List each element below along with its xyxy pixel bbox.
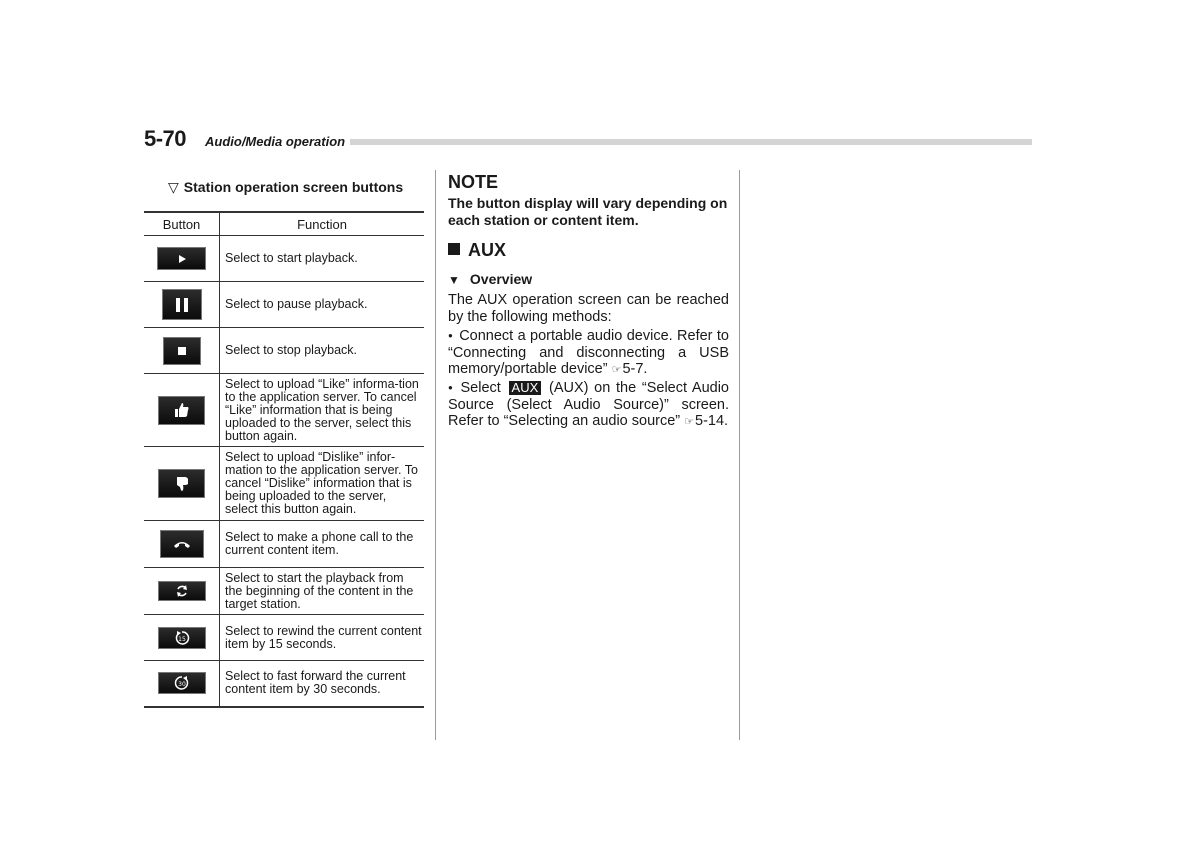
aux-heading-text: AUX (468, 240, 507, 260)
table-heading-text: Station operation screen buttons (183, 179, 404, 195)
bullet-icon: ● (448, 331, 454, 340)
note-heading: NOTE (448, 172, 499, 192)
column-divider (739, 170, 740, 740)
bullet-text: Connect a portable audio device. Refer to “Connecting and disconnecting a USB memory/portable device” (448, 328, 729, 378)
aux-button-chip: AUX (509, 381, 542, 395)
column-header-function: Function (220, 212, 425, 236)
row-function: Select to start the playback from the beginning of the content in the target station. (220, 568, 425, 615)
section-title: Audio/Media operation (205, 134, 346, 149)
table-row (144, 236, 424, 282)
table-row (144, 615, 424, 661)
row-function: Select to upload “Dislike” infor-mation to the application server. To cancel “Dislike” information that is being uploaded to the server, select this button again. (220, 447, 425, 521)
list-item (448, 328, 729, 379)
table-row (144, 374, 424, 447)
phone-icon (160, 530, 204, 558)
square-marker-icon (448, 243, 460, 255)
svg-text:30: 30 (177, 681, 186, 689)
triangle-marker-icon: ▼ (448, 273, 460, 287)
table-row (144, 282, 424, 328)
column-divider (435, 170, 436, 740)
bullet-text-pre: Select (460, 380, 501, 396)
list-item (448, 380, 729, 431)
rewind-15-icon (158, 627, 206, 649)
forward-30-icon (158, 672, 206, 694)
table-row (144, 328, 424, 374)
table-row (144, 661, 424, 707)
row-function: Select to make a phone call to the current content item. (220, 521, 425, 568)
thumbs-up-icon (158, 396, 205, 425)
reference-icon: ☞ (611, 364, 622, 377)
row-function: Select to pause playback. (220, 282, 425, 328)
replay-icon (158, 581, 206, 601)
page-number: 5-70 (144, 126, 187, 151)
reference-icon: ☞ (684, 416, 695, 429)
page-reference: 5-14. (695, 413, 729, 430)
table-row (144, 568, 424, 615)
pause-icon (162, 289, 202, 320)
row-function: Select to fast forward the current content item by 30 seconds. (220, 661, 425, 707)
bullet-text: (AUX) on the “Select Audio Source (Select Audio Source)” screen. Refer to “Selecting an audio source” (448, 380, 729, 430)
overview-heading-text: Overview (469, 271, 533, 287)
bullet-icon: ● (448, 383, 455, 392)
page-reference: 5-7. (622, 361, 648, 378)
triangle-marker-icon: ▽ (168, 179, 179, 195)
column-header-button: Button (144, 212, 220, 236)
overview-heading (448, 271, 532, 287)
table-row (144, 521, 424, 568)
row-function: Select to rewind the current content item by 15 seconds. (220, 615, 425, 661)
table-heading (168, 179, 403, 196)
row-function: Select to upload “Like” informa-tion to the application server. To cancel “Like” information that is being uploaded to the server, select this button again. (220, 374, 425, 447)
aux-heading (448, 240, 506, 261)
table-row (144, 447, 424, 521)
svg-text:15: 15 (177, 635, 186, 643)
overview-paragraph: The AUX operation screen can be reached by the following methods: (448, 292, 729, 325)
row-function: Select to start playback. (220, 236, 425, 282)
row-function: Select to stop playback. (220, 328, 425, 374)
note-text: The button display will vary depending on each station or content item. (448, 195, 728, 228)
play-icon (157, 247, 206, 270)
station-buttons-table (144, 211, 424, 708)
stop-icon (163, 337, 201, 365)
thumbs-down-icon (158, 469, 205, 498)
table-header-row (144, 212, 424, 236)
